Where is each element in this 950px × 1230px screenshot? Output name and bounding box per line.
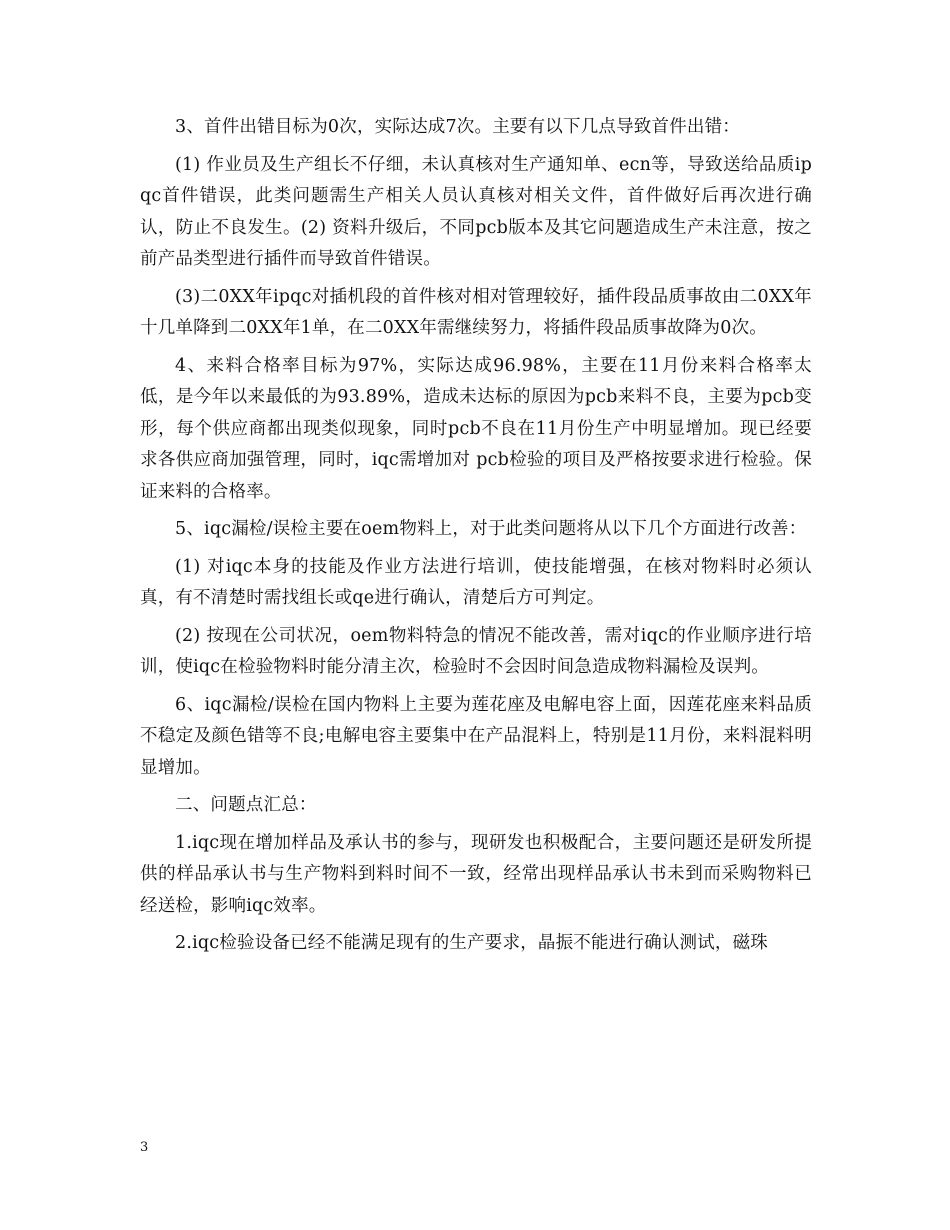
paragraph-first-article-causes: (1) 作业员及生产组长不仔细，未认真核对生产通知单、ecn等，导致送给品质ipqc首件错误，此类问题需生产相关人员认真核对相关文件，首件做好后再次进行确认，防止不良发生。(2) 资料升级后，不同pcb版本及其它问题造成生产未注意，按之前产品类型进行插件而导致首件错误。 (140, 154, 812, 269)
paragraph-domestic-materials: 6、iqc漏检/误检在国内物料上主要为莲花座及电解电容上面，因莲花座来料品质不稳定及颜色错等不良;电解电容主要集中在产品混料上，特别是11月份，来料混料明显增加。 (140, 694, 812, 778)
paragraph-sample-approval: 1.iqc现在增加样品及承认书的参与，现研发也积极配合，主要问题还是研发所提供的样品承认书与生产物料到料时间不一致，经常出现样品承认书未到而采购物料已经送检，影响iqc效率。 (140, 832, 812, 916)
page-number: 3 (140, 1140, 149, 1155)
section-heading-issues-summary: 二、问题点汇总： (175, 795, 317, 815)
paragraph-iqc-work-order: (2) 按现在公司状况，oem物料特急的情况不能改善，需对iqc的作业顺序进行培训，使iqc在检验物料时能分清主次，检验时不会因时间急造成物料漏检及误判。 (140, 625, 812, 677)
paragraph-iqc-training: (1) 对iqc本身的技能及作业方法进行培训，使技能增强，在核对物料时必须认真，有不清楚时需找组长或qe进行确认，清楚后方可判定。 (140, 556, 812, 608)
paragraph-iqc-oem-misses: 5、iqc漏检/误检主要在oem物料上，对于此类问题将从以下几个方面进行改善： (175, 519, 807, 539)
paragraph-inspection-equipment: 2.iqc检验设备已经不能满足现有的生产要求，晶振不能进行确认测试，磁珠 (175, 933, 768, 953)
paragraph-first-article-errors: 3、首件出错目标为0次，实际达成7次。主要有以下几点导致首件出错： (175, 117, 740, 137)
paragraph-ipqc-management: (3)二0XX年ipqc对插机段的首件核对相对管理较好，插件段品质事故由二0XX年十几单降到二0XX年1单，在二0XX年需继续努力，将插件段品质事故降为0次。 (140, 286, 812, 338)
document-body (140, 112, 812, 966)
paragraph-incoming-pass-rate: 4、来料合格率目标为97%，实际达成96.98%，主要在11月份来料合格率太低，是今年以来最低的为93.89%，造成未达标的原因为pcb来料不良，主要为pcb变形，每个供应商都出现类似现象，同时pcb不良在11月份生产中明显增加。现已经要求各供应商加强管理，同时，iqc需增加对 pcb检验的项目及严格按要求进行检验。保证来料的合格率。 (140, 355, 812, 502)
